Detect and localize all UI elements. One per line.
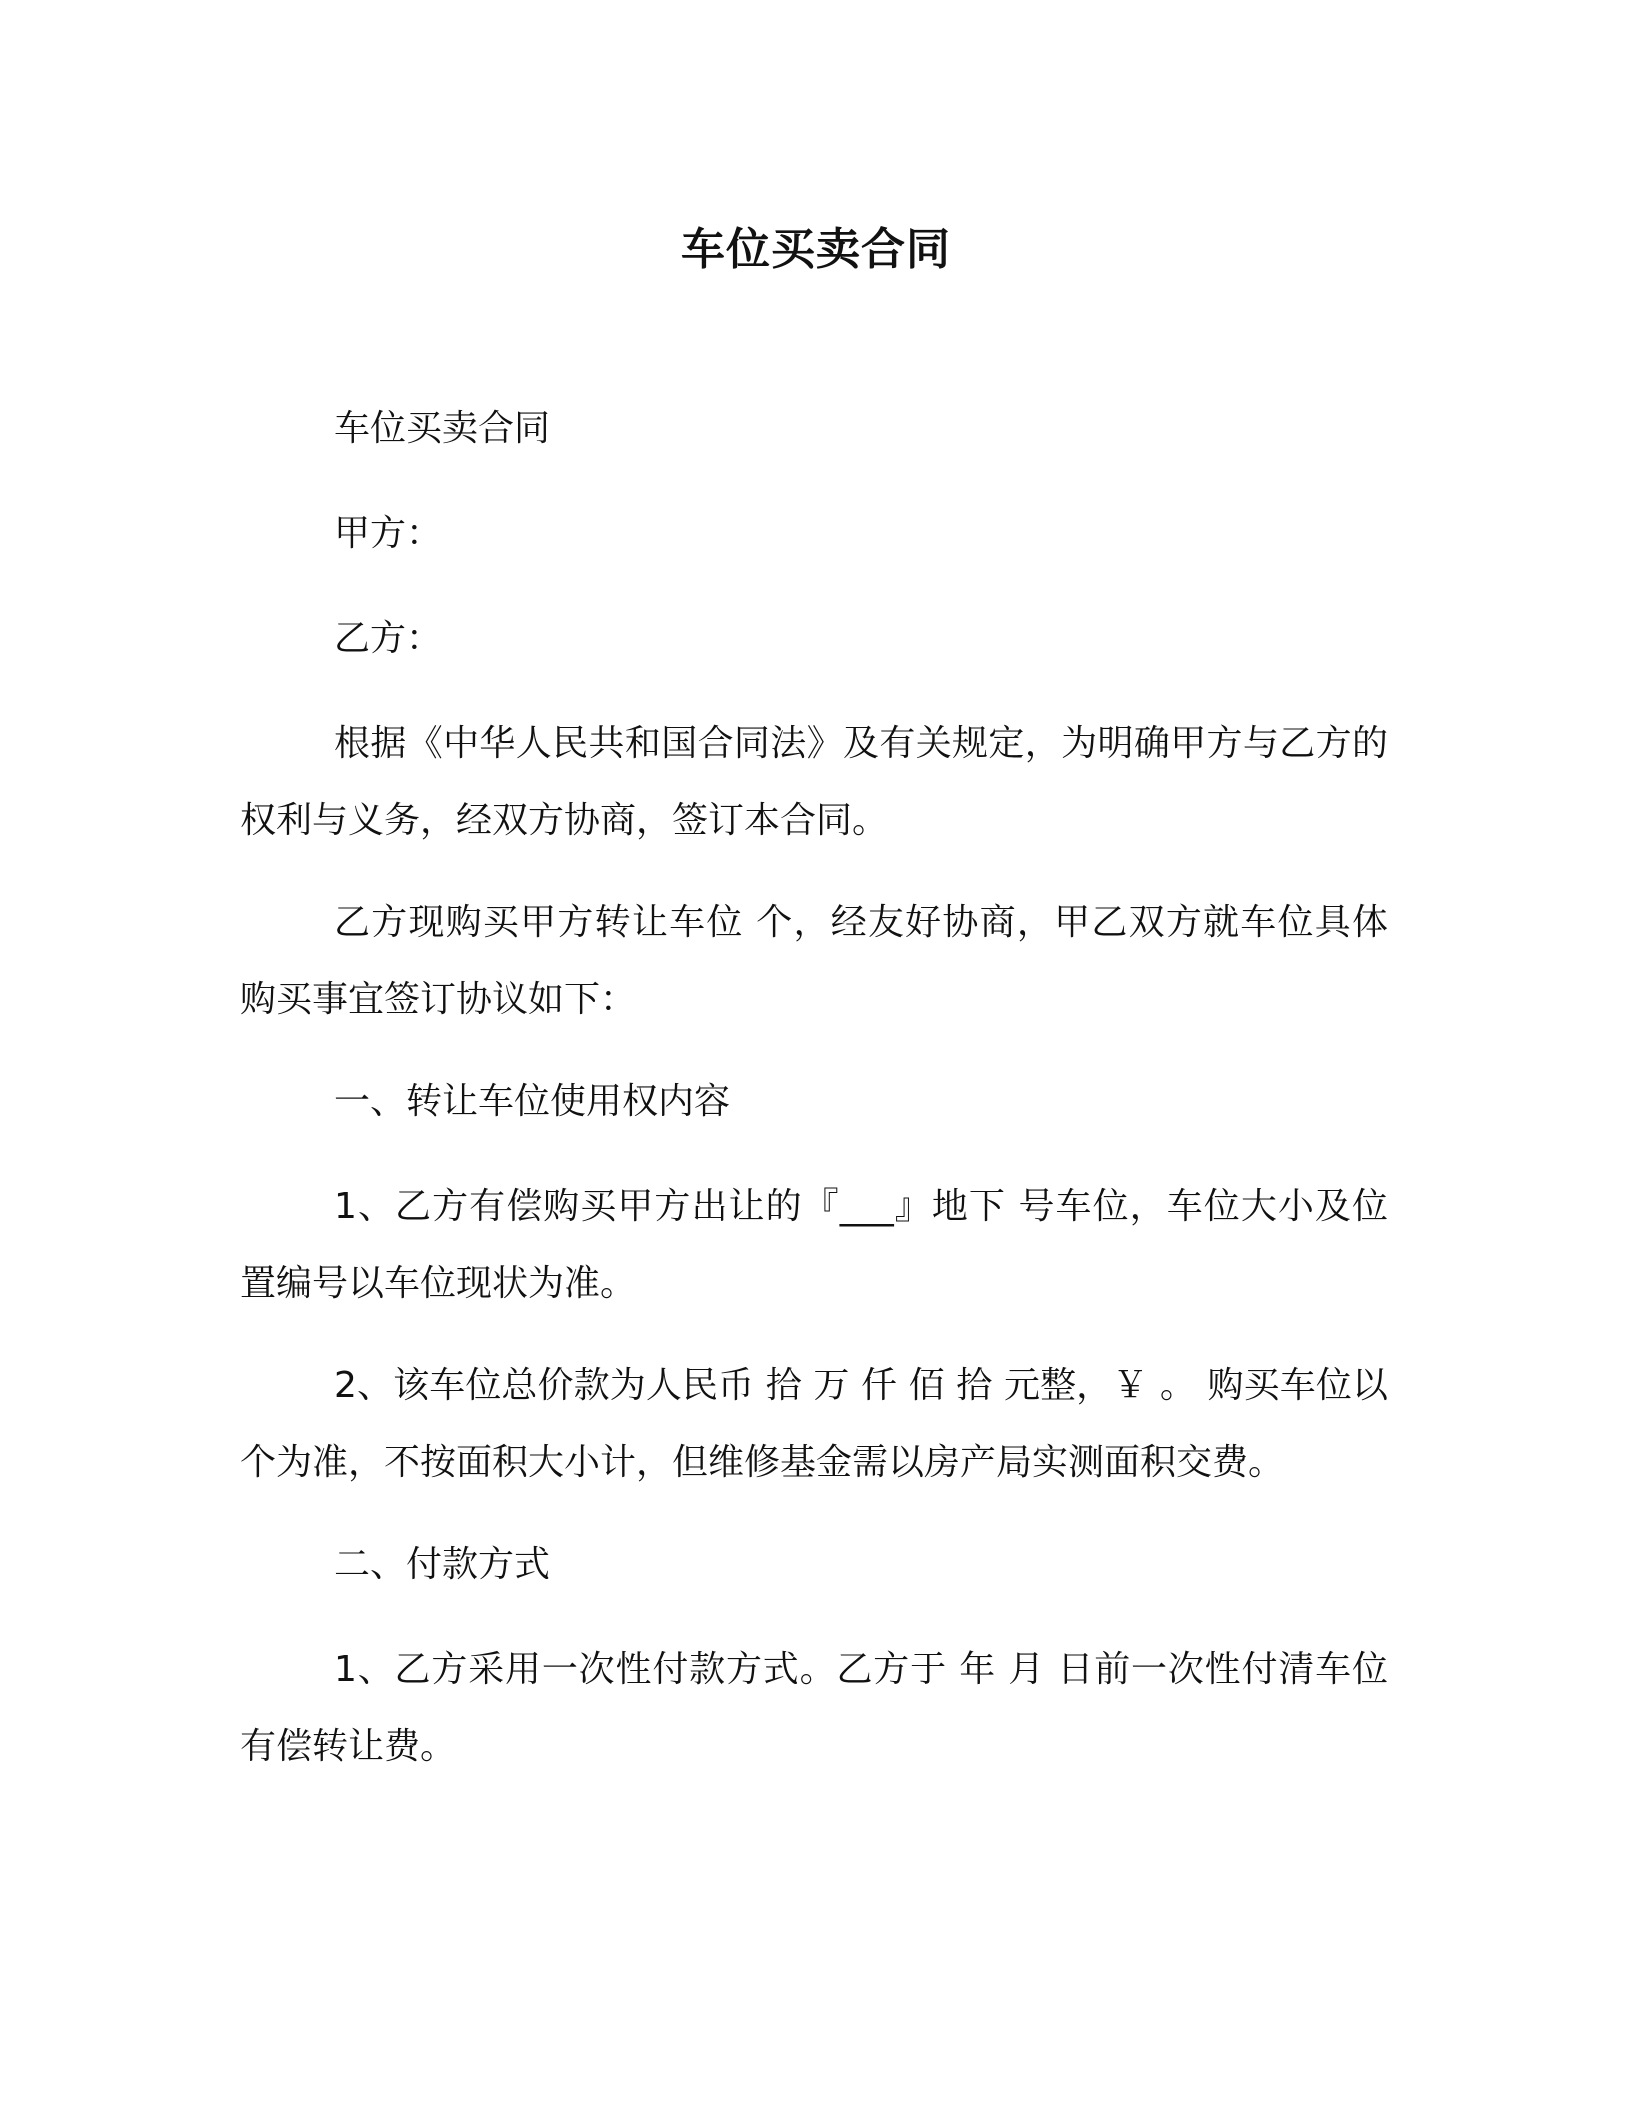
section-heading-two: 二、付款方式: [334, 1544, 551, 1585]
clause-2-1: 1、乙方采用一次性付款方式。乙方于 年 月 日前一次性付清车位有偿转让费。: [240, 1649, 1388, 1767]
preamble-paragraph: 根据《中华人民共和国合同法》及有关规定，为明确甲方与乙方的权利与义务，经双方协商，签订本合同。: [240, 723, 1388, 841]
clause-1-1: 1、乙方有偿购买甲方出让的『___』地下 号车位，车位大小及位置编号以车位现状为准。: [240, 1186, 1388, 1304]
document-title: 车位买卖合同: [681, 224, 951, 275]
contract-heading: 车位买卖合同: [334, 408, 551, 449]
clause-1-2: 2、该车位总价款为人民币 拾 万 仟 佰 拾 元整，￥ 。 购买车位以个为准，不按面积大小计，但维修基金需以房产局实测面积交费。: [240, 1365, 1388, 1483]
purchase-intro-paragraph: 乙方现购买甲方转让车位 个，经友好协商，甲乙双方就车位具体购买事宜签订协议如下：: [240, 902, 1388, 1020]
party-b-line: 乙方：: [334, 618, 443, 659]
document-body: [240, 390, 1388, 1810]
section-heading-one: 一、转让车位使用权内容: [334, 1081, 731, 1122]
party-a-line: 甲方：: [334, 513, 443, 554]
